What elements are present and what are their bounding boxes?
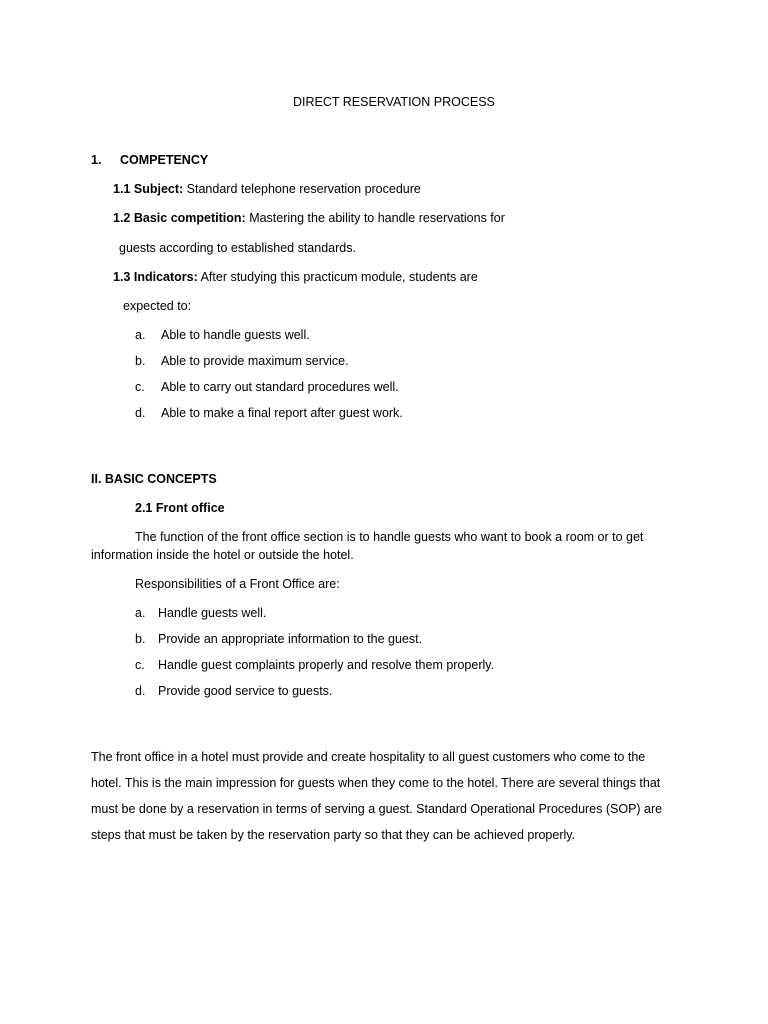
list-item-letter: c. xyxy=(135,380,145,394)
indicators-label: Indicators: xyxy=(133,270,198,284)
indicators-line xyxy=(113,269,478,285)
section-1-heading xyxy=(91,152,208,168)
list-item-text: Able to handle guests well. xyxy=(161,328,310,342)
subject-line xyxy=(113,181,421,197)
basic-competition-line xyxy=(113,210,505,226)
list-item-text: Provide good service to guests. xyxy=(158,684,333,698)
front-office-subheading: 2.1 Front office xyxy=(135,501,225,515)
list-item-letter: b. xyxy=(135,354,146,368)
list-item-letter: a. xyxy=(135,606,146,620)
closing-line: steps that must be taken by the reservation party so that they can be achieved properly. xyxy=(91,828,576,842)
subject-label: Subject: xyxy=(133,182,184,196)
section-1-title: COMPETENCY xyxy=(120,153,209,167)
indicators-number: 1.3 xyxy=(113,270,131,284)
closing-line: hotel. This is the main impression for guests when they come to the hotel. There are several things that xyxy=(91,776,661,790)
closing-line: must be done by a reservation in terms of serving a guest. Standard Operational Procedures (SOP) are xyxy=(91,802,663,816)
list-item xyxy=(135,605,266,621)
basic-continuation: guests according to established standards. xyxy=(119,241,356,255)
closing-line: The front office in a hotel must provide and create hospitality to all guest customers who come to the xyxy=(91,750,646,764)
list-item-text: Provide an appropriate information to the guest. xyxy=(158,632,423,646)
list-item xyxy=(135,631,422,647)
subject-text: Standard telephone reservation procedure xyxy=(186,182,421,196)
list-item-letter: a. xyxy=(135,328,146,342)
basic-label: Basic competition: xyxy=(133,211,246,225)
list-item-text: Handle guest complaints properly and resolve them properly. xyxy=(158,658,495,672)
list-item xyxy=(135,657,494,673)
section-2-heading: II. BASIC CONCEPTS xyxy=(91,472,217,486)
list-item-text: Handle guests well. xyxy=(158,606,267,620)
document-title: DIRECT RESERVATION PROCESS xyxy=(293,95,495,109)
list-item xyxy=(135,683,332,699)
list-item xyxy=(135,353,349,369)
indicators-text: After studying this practicum module, students are xyxy=(200,270,478,284)
responsibilities-intro: Responsibilities of a Front Office are: xyxy=(135,577,340,591)
list-item-letter: d. xyxy=(135,406,146,420)
indicators-continuation: expected to: xyxy=(123,299,192,313)
list-item xyxy=(135,327,310,343)
paragraph-line: The function of the front office section is to handle guests who want to book a room or to get xyxy=(135,530,644,544)
basic-text: Mastering the ability to handle reservations for xyxy=(249,211,505,225)
list-item-text: Able to carry out standard procedures well. xyxy=(161,380,399,394)
list-item xyxy=(135,379,399,395)
list-item-letter: c. xyxy=(135,658,145,672)
paragraph-line: information inside the hotel or outside the hotel. xyxy=(91,548,354,562)
subject-number: 1.1 xyxy=(113,182,131,196)
list-item-text: Able to provide maximum service. xyxy=(161,354,349,368)
list-item-letter: b. xyxy=(135,632,146,646)
section-1-number: 1. xyxy=(91,153,102,167)
list-item-letter: d. xyxy=(135,684,146,698)
list-item xyxy=(135,405,403,421)
basic-number: 1.2 xyxy=(113,211,131,225)
list-item-text: Able to make a final report after guest work. xyxy=(161,406,403,420)
